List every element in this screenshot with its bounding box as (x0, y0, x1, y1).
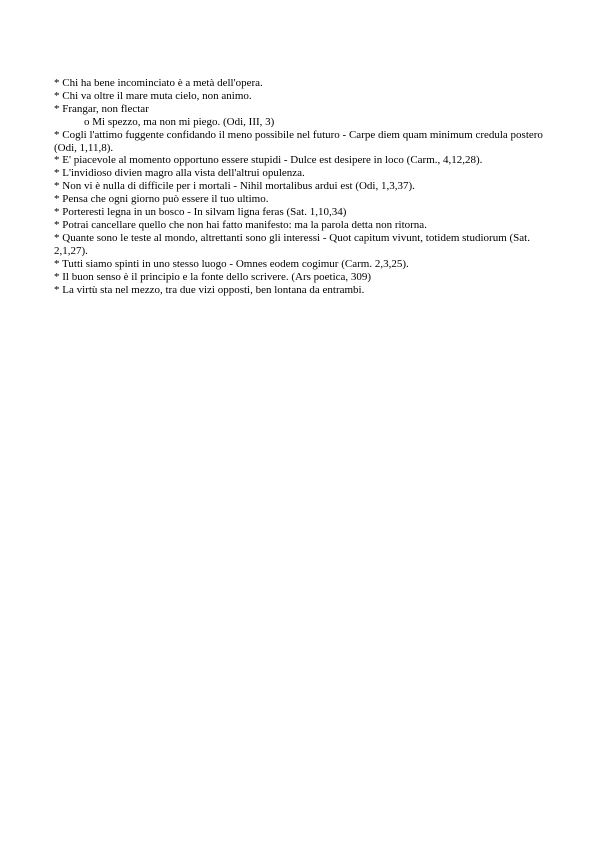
quotes-list (54, 77, 544, 296)
quote-line: * Quante sono le teste al mondo, altrettanti sono gli interessi - Quot capitum vivunt, totidem studiorum (Sat. 2,1,27). (54, 231, 530, 257)
quote-subline: o Mi spezzo, ma non mi piego. (Odi, III, 3) (84, 115, 275, 128)
quote-line: * Non vi è nulla di difficile per i mortali - Nihil mortalibus ardui est (Odi, 1,3,37). (54, 180, 415, 193)
quote-line: * L'invidioso divien magro alla vista dell'altrui opulenza. (54, 167, 305, 180)
quote-line: * Porteresti legna in un bosco - In silvam ligna feras (Sat. 1,10,34) (54, 206, 347, 219)
quote-line: * Frangar, non flectar (54, 102, 149, 115)
quote-line: * Pensa che ogni giorno può essere il tuo ultimo. (54, 193, 269, 206)
quote-line: * Cogli l'attimo fuggente confidando il meno possibile nel futuro - Carpe diem quam minimum credula postero (Odi, 1,11,8). (54, 128, 543, 154)
quote-line: * La virtù sta nel mezzo, tra due vizi opposti, ben lontana da entrambi. (54, 283, 365, 296)
quote-line: * Tutti siamo spinti in uno stesso luogo - Omnes eodem cogimur (Carm. 2,3,25). (54, 257, 409, 270)
quote-line: * Il buon senso è il principio e la fonte dello scrivere. (Ars poetica, 309) (54, 270, 372, 283)
quote-line: * Chi va oltre il mare muta cielo, non animo. (54, 89, 252, 102)
quote-line: * Chi ha bene incominciato è a metà dell'opera. (54, 77, 263, 89)
quote-line: * Potrai cancellare quello che non hai fatto manifesto: ma la parola detta non ritorna. (54, 218, 427, 231)
quote-line: * E' piacevole al momento opportuno essere stupidi - Dulce est desipere in loco (Carm., 4,12,28). (54, 154, 483, 167)
